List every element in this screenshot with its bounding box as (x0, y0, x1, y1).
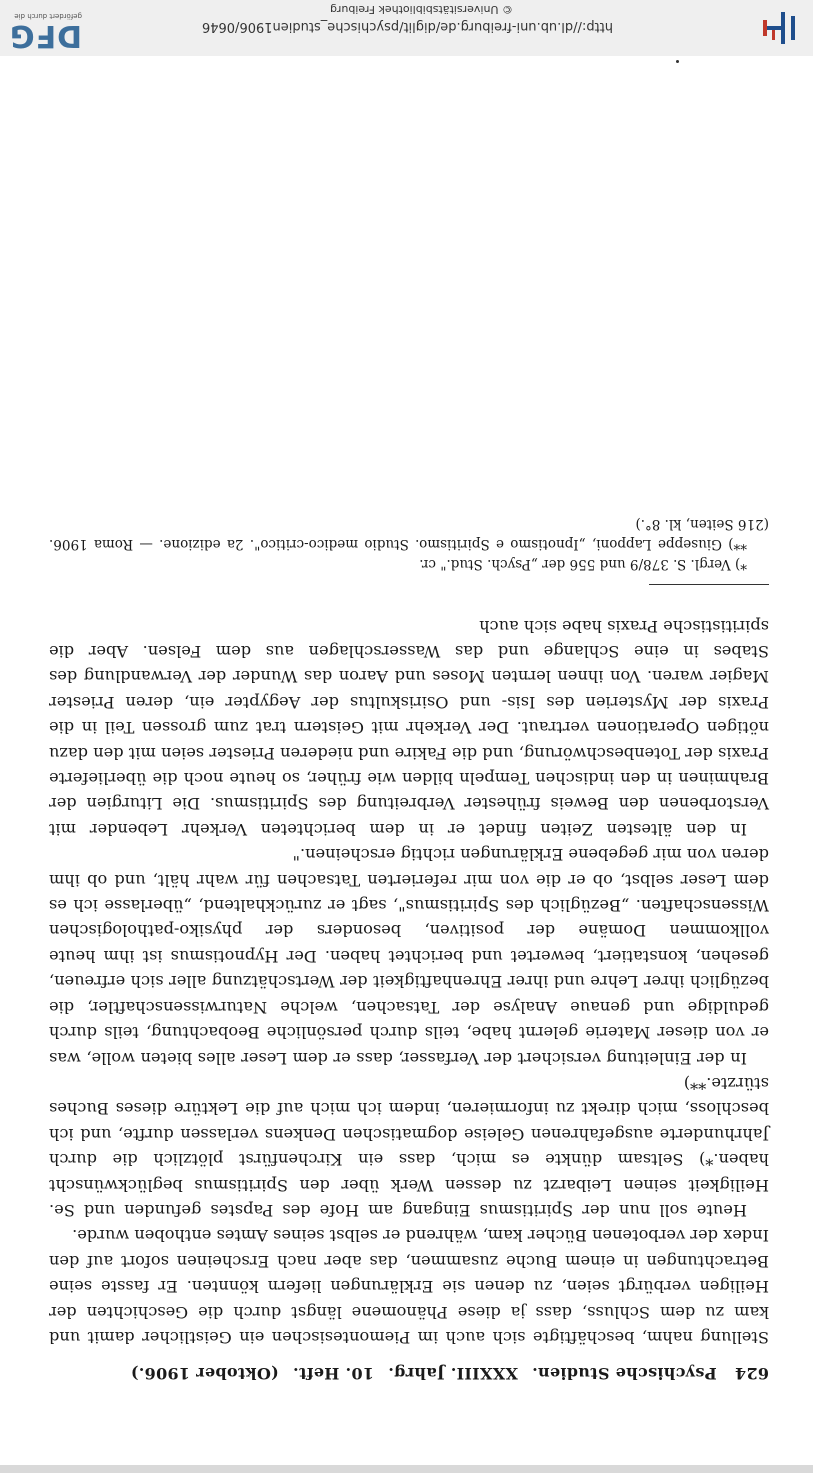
dfg-logo (0, 6, 82, 53)
running-head (49, 1364, 769, 1383)
issue: 10. Heft. (292, 1364, 375, 1383)
bottom-edge-bar (0, 1465, 813, 1473)
issue-date: (Oktober 1906.) (130, 1364, 279, 1383)
paragraph: Stellung nahm, beschäftigte sich auch im Piemontesischen ein Geistlicher damit und kam zu dem Schluss, dass ja diese Phänomene längst durch die Geschichten der Heiligen verbürgt seien, zu denen sie Erklärungen liefern könnten. Er fasste seine Betrachtungen in einem Buche zusammen, das aber nach Erscheinen sofort auf den Index der verbotenen Bücher kam, während er selbst seines Amtes enthoben wurde. (49, 1226, 769, 1347)
paragraph: In den ältesten Zeiten findet er in dem berichteten Verkehr Lebender mit Verstorbenen den Beweis frühester Verbreitung des Spiritismus. Die Liturgien der Brahminen in den indischen Tempeln bilden wie früher, so heute noch die überlieferte Praxis der Totenbeschwörung, und die Fakire und niederen Priester seien mit den dazu nötigen Operationen vertraut. Der Verkehr mit Geistern trat zum grossen Teil in die Praxis der Mysterien des Isis- und Osiriskultus der Aegypter ein, deren Priester Magier waren. Von ihnen lernten Moses und Aaron das Wunder der Verwandlung des Stabes in eine Schlange und das Wasserschlagen aus dem Felsen. Aber die spiritistische Praxis habe sich auch (49, 616, 769, 839)
body-text (49, 613, 769, 1350)
dfg-logo-text: DFG (8, 18, 82, 53)
journal-title: Psychische Studien. (531, 1364, 717, 1383)
paragraph: Heute soll nun der Spiritismus Eingang am Hofe des Papstes gefunden und Se. Heiligkeit seinen Leibarzt zu dessen Werk über den Spiritismus beglückwünscht haben.*) Seltsam dünkte es mich, dass ein Kirchenfürst plötzlich die durch Jahrhunderte ausgefahrenen Geleise dogmatischen Denkens verlassen durfte, und ich beschloss, mich direkt zu informieren, indem ich mich auf die Lektüre dieses Buches stürzte.**) (49, 1073, 769, 1220)
library-footer (0, 0, 813, 56)
paragraph: In der Einleitung versichert der Verfasser, dass er dem Leser alles bieten wolle, was er von dieser Materie gelernt habe, teils durch persönliche Beobachtung, teils durch geduldige und genaue Analyse der Tatsachen, welche Naturwissenschaftler, die bezüglich ihrer Lehre und ihrer Ehrenhaftigkeit der Wertschätzung aller sich erfreuen, gesehen, konstatiert, bewertet und berichtet haben. Der Hypnotismus ist ihm heute vollkommen Domäne der positiven, besonders der physiko-pathologischen Wissenschaften. „Bezüglich des Spiritismus", sagt er zurückhaltend, „überlasse ich es dem Leser selbst, ob er die von mir referierten Tatsachen für wahr hält, und ob ihm deren von mir gegebene Erklärungen richtig erscheinen." (49, 845, 769, 1068)
source-url-link[interactable]: http://dl.ub.uni-freiburg.de/diglit/psychische_studien1906/0646 (201, 19, 613, 34)
footnotes (49, 514, 769, 574)
footnote-divider (649, 584, 769, 585)
page-number: 624 (734, 1364, 769, 1383)
copyright-text: © Universitätsbibliothek Freiburg (330, 3, 513, 16)
footnote: **) Giuseppe Lapponi, „Ipnotismo e Spiritismo. Studio medico-critico". 2a edizione. — Roma 1906. (216 Seiten, kl. 8°.) (49, 516, 769, 553)
ub-freiburg-logo-icon (759, 10, 799, 46)
page-body (49, 514, 769, 1383)
speck (676, 60, 679, 63)
volume: XXXIII. Jahrg. (388, 1364, 518, 1383)
dfg-funding-text: gefördert durch die (14, 12, 82, 20)
footnote: *) Vergl. S. 378/9 und 556 der „Psych. Stud." cr. (419, 556, 747, 573)
